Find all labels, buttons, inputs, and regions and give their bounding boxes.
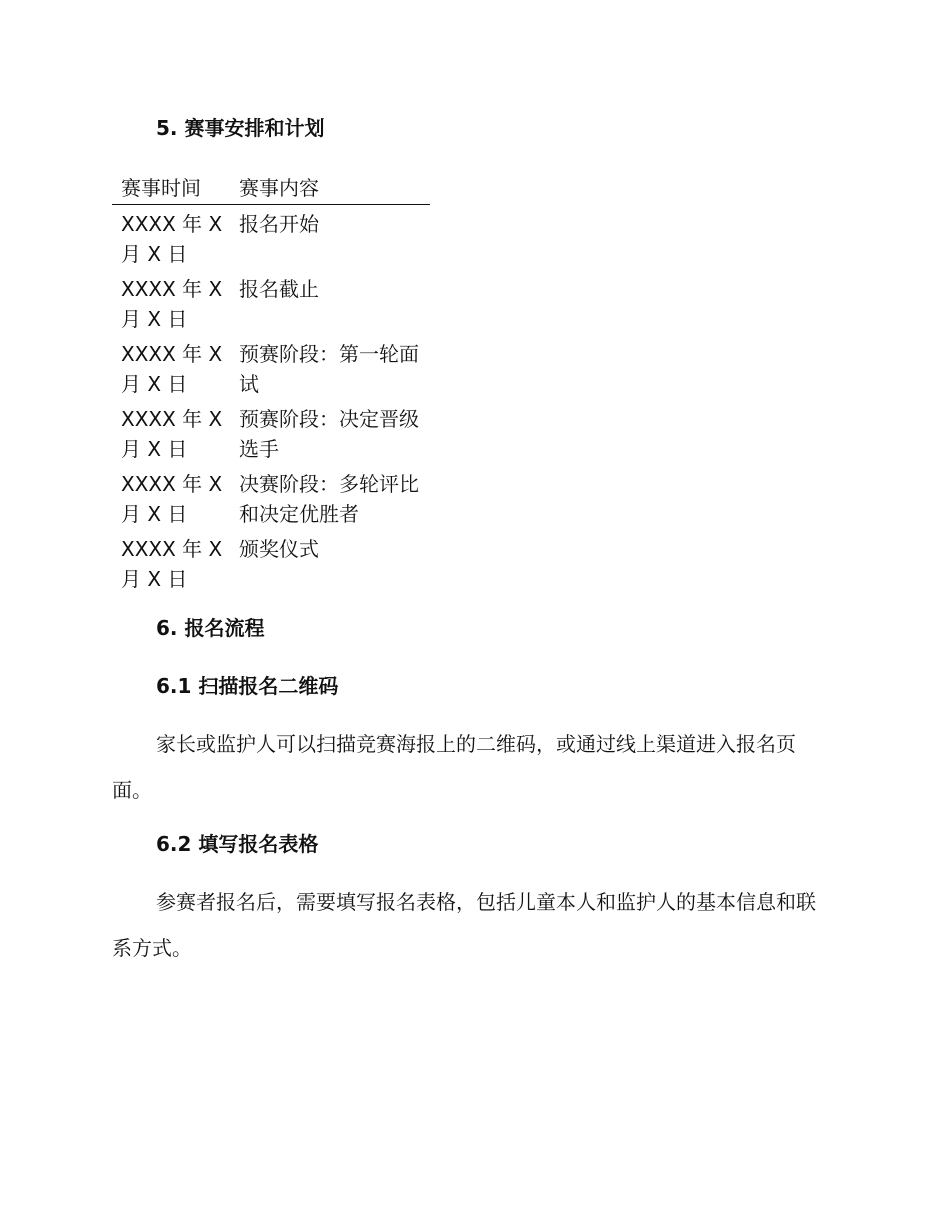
table-row bbox=[112, 469, 430, 534]
table-row bbox=[112, 404, 430, 469]
event-content-cell: 预赛阶段：决定晋级选手 bbox=[239, 407, 419, 461]
table-row bbox=[112, 205, 430, 275]
table-row bbox=[112, 339, 430, 404]
table-row bbox=[112, 274, 430, 339]
event-time-cell: XXXX 年 X 月 X 日 bbox=[121, 342, 223, 396]
section-6-1-paragraph: 家长或监护人可以扫描竞赛海报上的二维码，或通过线上渠道进入报名页面。 bbox=[112, 732, 796, 802]
header-event-content: 赛事内容 bbox=[239, 173, 430, 205]
section-6-2-paragraph: 参赛者报名后，需要填写报名表格，包括儿童本人和监护人的基本信息和联系方式。 bbox=[112, 890, 816, 960]
event-time-cell: XXXX 年 X 月 X 日 bbox=[121, 537, 223, 591]
event-content-cell: 颁奖仪式 bbox=[239, 537, 319, 561]
event-time-cell: XXXX 年 X 月 X 日 bbox=[121, 472, 223, 526]
section-6-2-heading: 6.2 填写报名表格 bbox=[156, 832, 319, 856]
schedule-header-row bbox=[112, 173, 430, 205]
section-5-heading: 5. 赛事安排和计划 bbox=[156, 116, 325, 140]
event-content-cell: 决赛阶段：多轮评比和决定优胜者 bbox=[239, 472, 419, 526]
section-6-heading: 6. 报名流程 bbox=[156, 616, 265, 640]
section-6-1-heading: 6.1 扫描报名二维码 bbox=[156, 674, 339, 698]
schedule-table bbox=[112, 173, 430, 599]
table-row bbox=[112, 534, 430, 599]
event-time-cell: XXXX 年 X 月 X 日 bbox=[121, 277, 223, 331]
event-time-cell: XXXX 年 X 月 X 日 bbox=[121, 212, 223, 266]
event-content-cell: 预赛阶段：第一轮面试 bbox=[239, 342, 419, 396]
event-content-cell: 报名截止 bbox=[239, 277, 319, 301]
event-content-cell: 报名开始 bbox=[239, 212, 319, 236]
header-event-time: 赛事时间 bbox=[112, 173, 239, 205]
event-time-cell: XXXX 年 X 月 X 日 bbox=[121, 407, 223, 461]
